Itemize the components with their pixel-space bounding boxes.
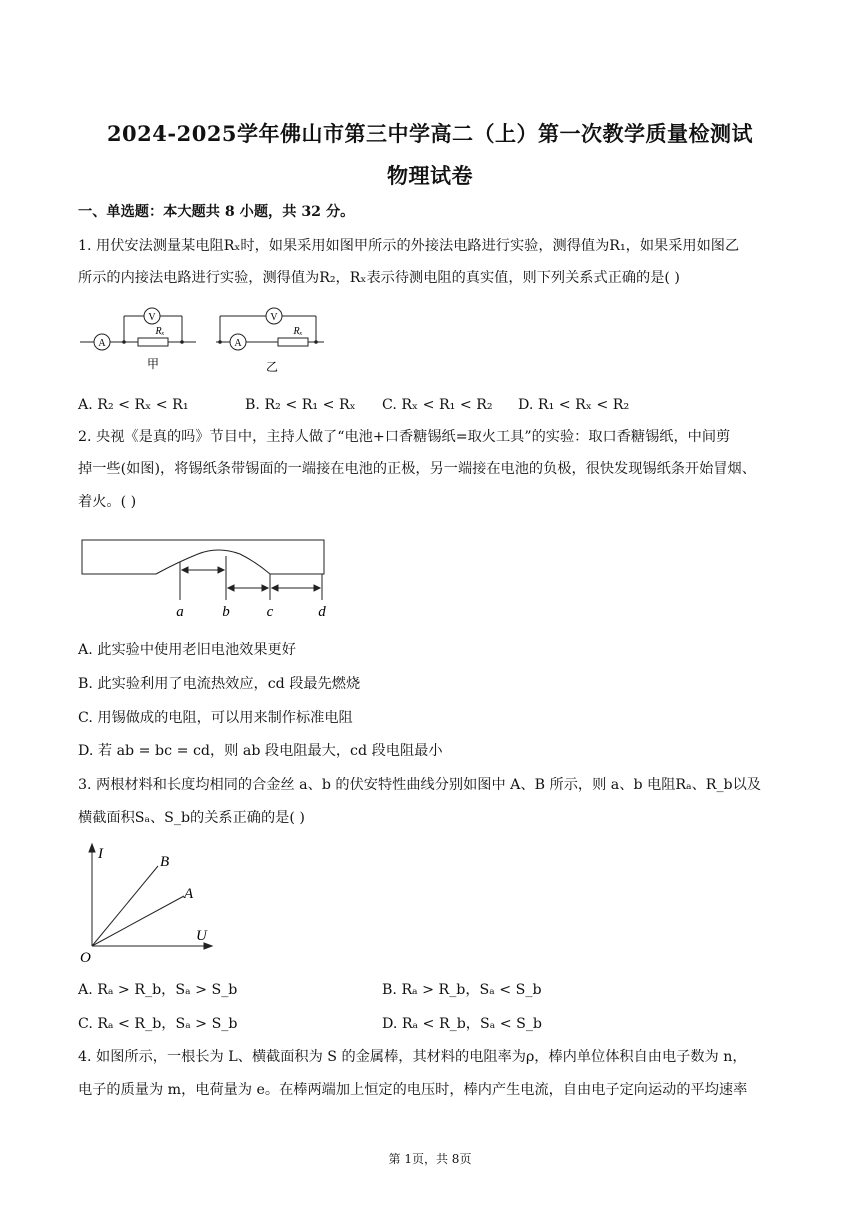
axis-u-label: U — [196, 928, 207, 944]
q2-text-line3: 着火。( ) — [78, 494, 137, 510]
label-d: d — [318, 604, 326, 620]
q3-option-c[interactable]: C. Rₐ < R_b，Sₐ > S_b — [78, 1016, 238, 1032]
label-c: c — [266, 604, 274, 620]
fig-label-jia: 甲 — [146, 357, 160, 371]
exam-subtitle: 物理试卷 — [387, 163, 473, 188]
ammeter-label: A — [98, 338, 106, 349]
q2-text-line2: 掉一些(如图)，将锡纸条带锡面的一端接在电池的正极，另一端接在电池的负极，很快发现锡纸条开始冒烟、 — [78, 461, 756, 477]
q4-text-line2: 电子的质量为 m，电荷量为 e。在棒两端加上恒定的电压时，棒内产生电流，自由电子定向运动的平均速率 — [78, 1082, 748, 1098]
page-footer: 第 1页，共 8页 — [388, 1152, 472, 1166]
q1-text-line1: 1. 用伏安法测量某电阻Rₓ时，如果采用如图甲所示的外接法电路进行实验，测得值为R₁，如果采用如图乙 — [78, 238, 740, 254]
label-b: b — [222, 604, 230, 620]
voltmeter-label: V — [148, 312, 156, 323]
q2-tinfoil-figure — [78, 532, 338, 624]
origin-label: O — [80, 950, 91, 966]
q2-option-a[interactable]: A. 此实验中使用老旧电池效果更好 — [78, 642, 296, 658]
q1-option-d[interactable]: D. R₁ < Rₓ < R₂ — [518, 397, 630, 413]
q1-option-b[interactable]: B. R₂ < R₁ < Rₓ — [245, 397, 356, 413]
line-b-label: B — [160, 854, 170, 870]
q2-option-c[interactable]: C. 用锡做成的电阻，可以用来制作标准电阻 — [78, 710, 353, 726]
resistor-label: Rₓ — [155, 326, 165, 337]
q2-text-line1: 2. 央视《是真的吗》节目中，主持人做了“电池+口香糖锡纸=取火工具”的实验：取口香糖锡纸，中间剪 — [78, 429, 731, 445]
q3-option-a[interactable]: A. Rₐ > R_b，Sₐ > S_b — [78, 982, 238, 998]
q1-option-c[interactable]: C. Rₓ < R₁ < R₂ — [382, 397, 493, 413]
q3-text-line2: 横截面积Sₐ、S_b的关系正确的是( ) — [78, 810, 305, 826]
label-a: a — [176, 604, 184, 620]
axis-i-label: I — [98, 846, 103, 862]
q1-circuit-figure — [78, 302, 338, 380]
exam-title: 2024-2025学年佛山市第三中学高二（上）第一次教学质量检测试 — [106, 121, 754, 146]
q3-iv-graph — [78, 840, 218, 966]
q4-text-line1: 4. 如图所示，一根长为 L、横截面积为 S 的金属棒，其材料的电阻率为ρ，棒内单位体积自由电子数为 n， — [78, 1049, 747, 1065]
line-a-label: A — [184, 886, 194, 902]
resistor-label-2: Rₓ — [293, 326, 303, 337]
section-heading: 一、单选题：本大题共 8 小题，共 32 分。 — [78, 204, 355, 220]
voltmeter-label-2: V — [270, 312, 278, 323]
q1-option-a[interactable]: A. R₂ < Rₓ < R₁ — [78, 397, 189, 413]
q2-option-d[interactable]: D. 若 ab = bc = cd，则 ab 段电阻最大，cd 段电阻最小 — [78, 743, 443, 759]
ammeter-label-2: A — [234, 338, 242, 349]
q2-option-b[interactable]: B. 此实验利用了电流热效应，cd 段最先燃烧 — [78, 676, 361, 692]
q3-option-d[interactable]: D. Rₐ < R_b，Sₐ < S_b — [382, 1016, 542, 1032]
q3-option-b[interactable]: B. Rₐ > R_b，Sₐ < S_b — [382, 982, 542, 998]
q3-text-line1: 3. 两根材料和长度均相同的合金丝 a、b 的伏安特性曲线分别如图中 A、B 所示，则 a、b 电阻Rₐ、R_b以及 — [78, 777, 761, 793]
fig-label-yi: 乙 — [265, 360, 279, 374]
q1-text-line2: 所示的内接法电路进行实验，测得值为R₂，Rₓ表示待测电阻的真实值，则下列关系式正确的是( ) — [78, 270, 680, 286]
